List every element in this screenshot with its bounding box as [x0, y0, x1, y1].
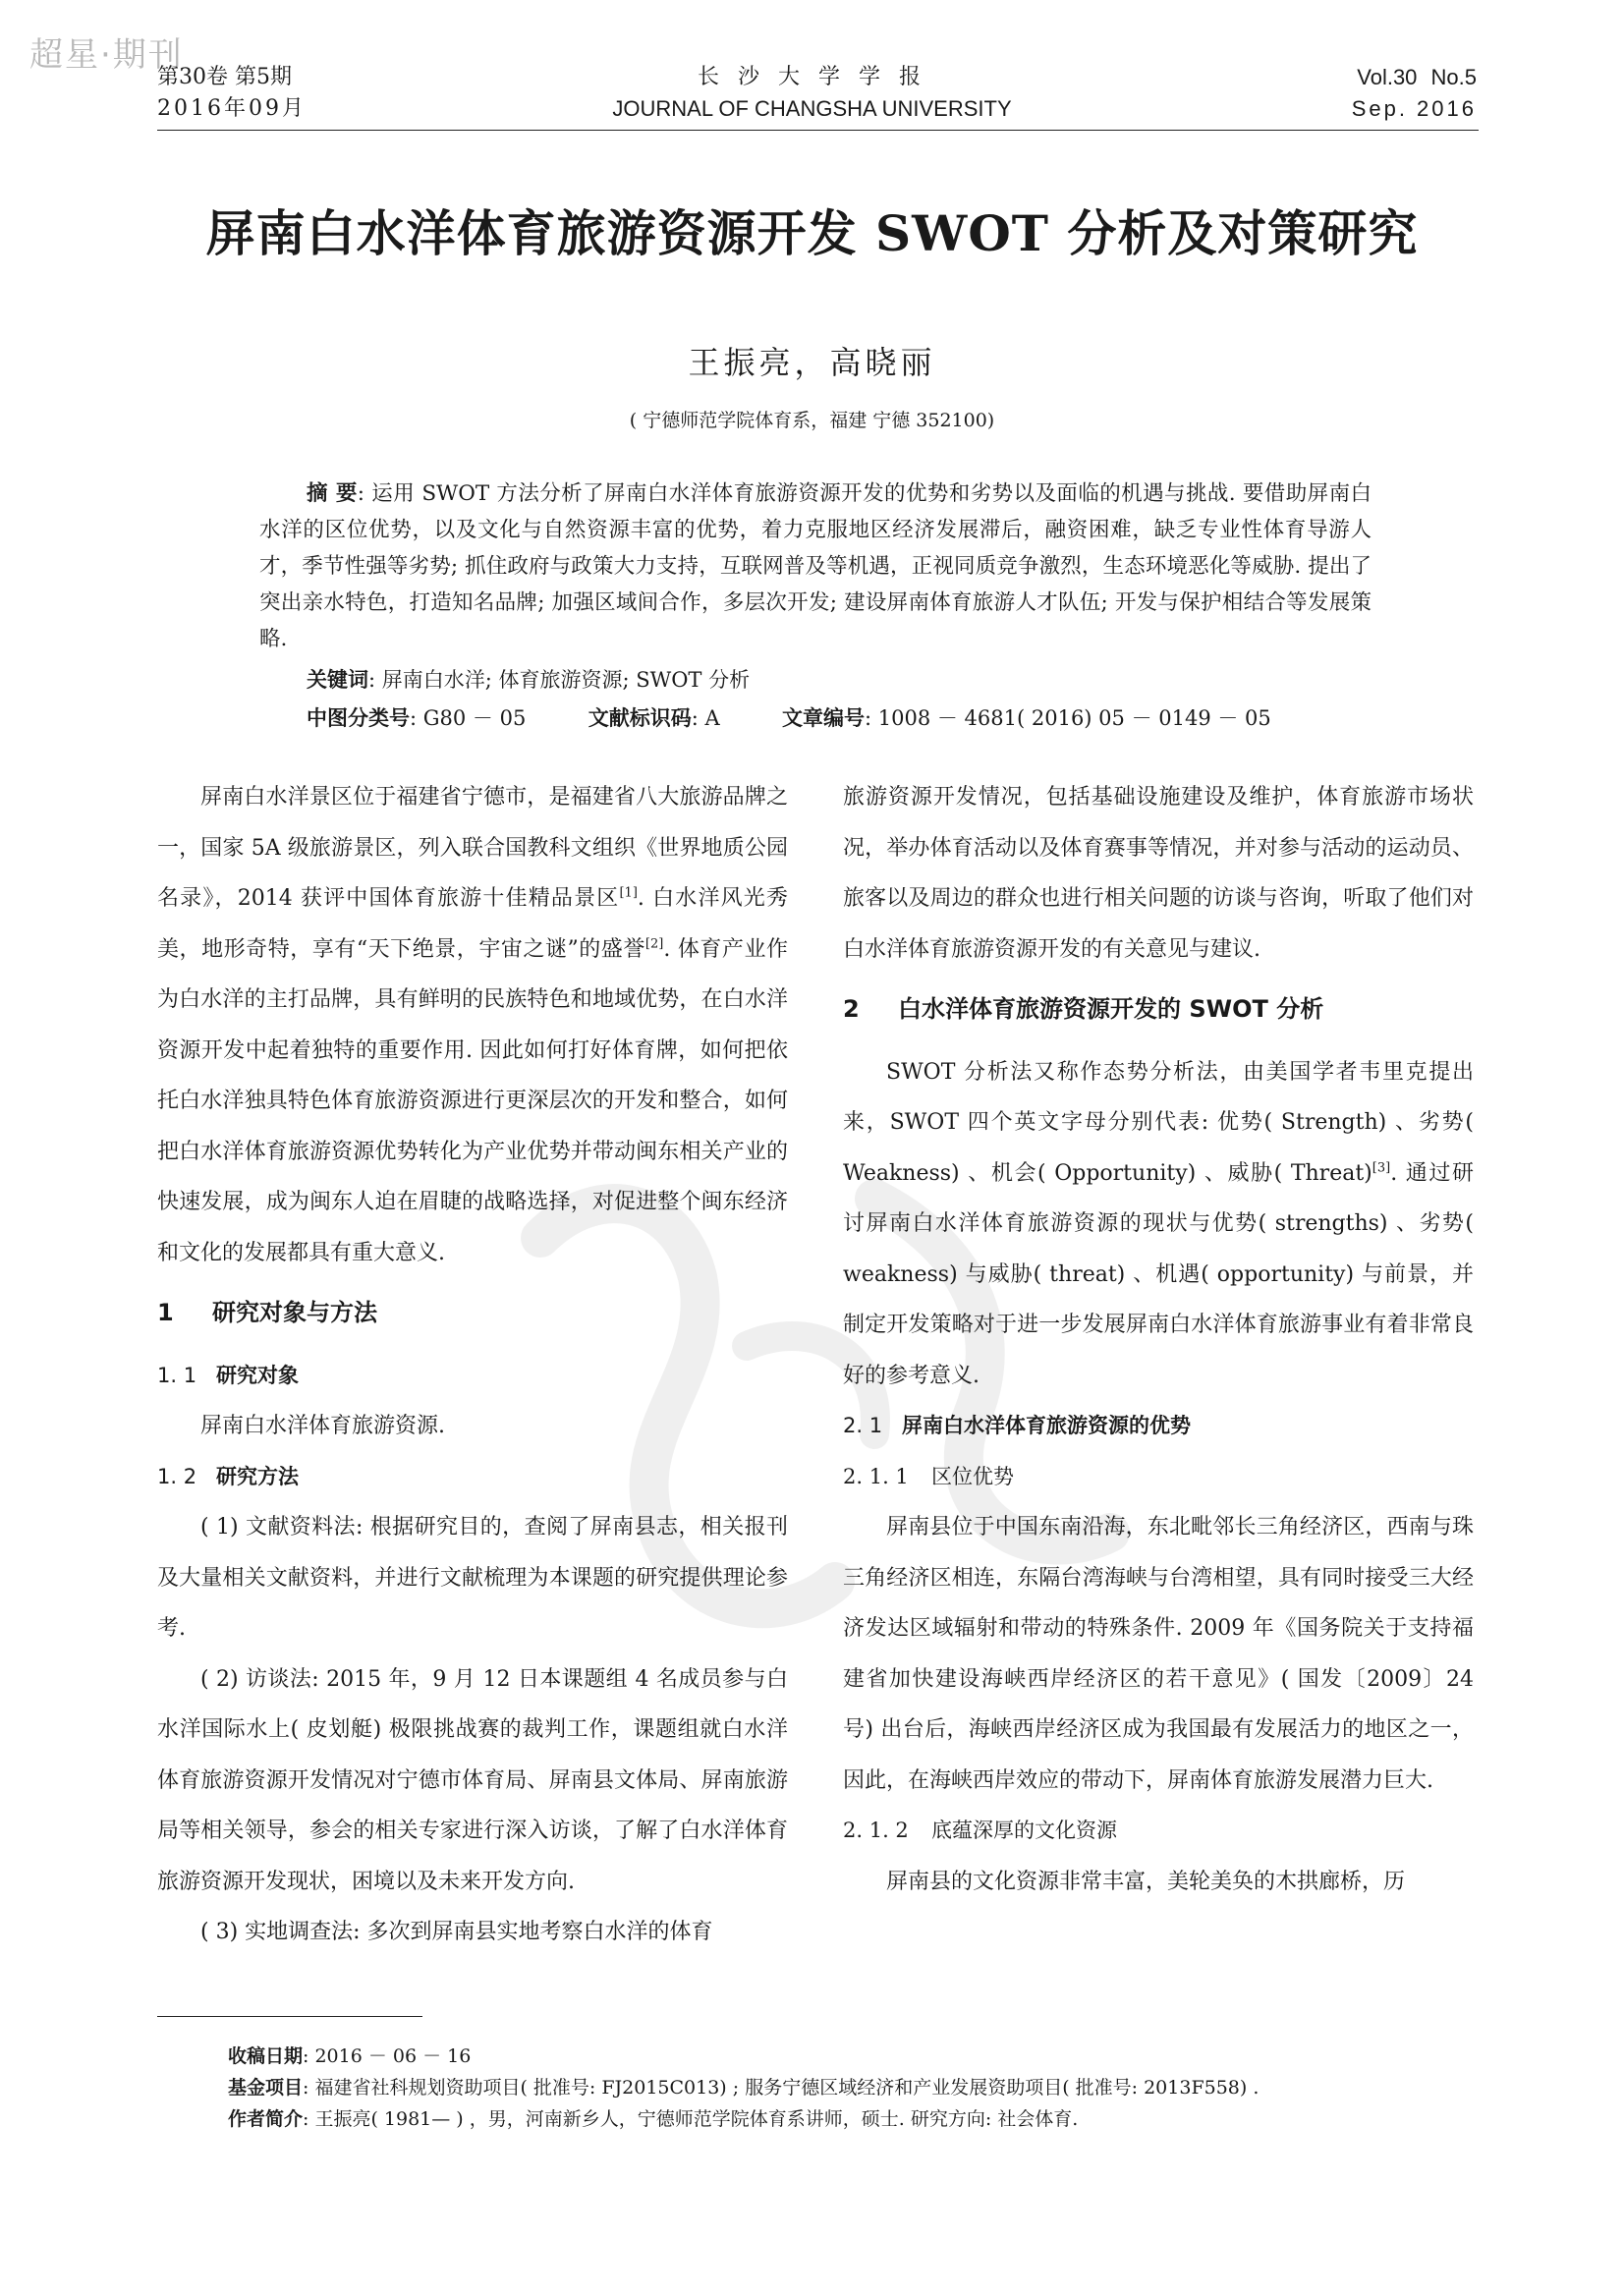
- received-value: : 2016 － 06 － 16: [303, 2045, 472, 2067]
- abstract-text: : 运用 SWOT 方法分析了屏南白水洋体育旅游资源开发的优势和劣势以及面临的机遇与挑战. 要借助屏南白水洋的区位优势，以及文化与自然资源丰富的优势，着力克服地区经济发展滞后，融资困难，缺乏专业性体育导游人才，季节性强等劣势; 抓住政府与政策大力支持，互联网普及等机遇，正视同质竞争激烈，生态环境恶化等威胁. 提出了突出亲水特色，打造知名品牌; 加强区域间合作，多层次开发; 建设屏南体育旅游人才队伍; 开发与保护相结合等发展策略.: [259, 481, 1372, 651]
- left-column: [157, 772, 788, 1958]
- doc-code-label: 文献标识码: [588, 706, 692, 730]
- clc-value: : G80 － 05: [410, 706, 527, 730]
- swot-paragraph: [843, 1047, 1474, 1402]
- author-bio-value: : 王振亮( 1981— ) ，男，河南新乡人，宁德师范学院体育系讲师，硕士. 研究方向: 社会体育.: [303, 2108, 1079, 2130]
- section-2-title: 白水洋体育旅游资源开发的 SWOT 分析: [898, 995, 1324, 1023]
- site-watermark-logo: 超星·期刊: [29, 35, 184, 75]
- intro-text-2: . 白水洋风光秀美，地形奇特，享有“天下绝景，宇宙之谜”的盛誉: [157, 886, 788, 962]
- fund-label: 基金项目: [228, 2077, 304, 2099]
- clc-label: 中图分类号: [307, 706, 410, 730]
- citation-2[interactable]: [2]: [644, 936, 664, 952]
- article-authors: 王振亮，高晓丽: [688, 344, 936, 381]
- cultural-resources-text: 屏南县的文化资源非常丰富，美轮美奂的木拱廊桥，历: [886, 1869, 1406, 1894]
- section-1-1-text: 屏南白水洋体育旅游资源.: [200, 1414, 445, 1438]
- article-title: 屏南白水洋体育旅游资源开发 SWOT 分析及对策研究: [205, 204, 1419, 262]
- section-2-heading: [843, 975, 1474, 1047]
- journal-name-cn: 长 沙 大 学 学 报: [698, 65, 926, 89]
- section-1-2-title: 研究方法: [216, 1464, 299, 1488]
- footnote-fund: [228, 2073, 1407, 2099]
- section-2-1-number: 2. 1: [843, 1414, 883, 1437]
- section-2-1-1-heading: [843, 1452, 1474, 1503]
- section-2-number: 2: [843, 995, 860, 1023]
- section-2-1-2-title: 底蕴深厚的文化资源: [931, 1819, 1117, 1842]
- method-interview: ( 2) 访谈法: 2015 年，9 月 12 日本课题组 4 名成员参与白水洋国际水上( 皮划艇) 极限挑战赛的裁判工作，课题组就白水洋体育旅游资源开发情况对宁德市体育局、屏南县文体局、屏南旅游局等相关领导，参会的相关专家进行深入访谈，了解了白水洋体育旅游资源开发现状，困境以及未来开发方向.: [157, 1666, 788, 1894]
- section-1-1-title: 研究对象: [216, 1363, 299, 1387]
- section-1-2-heading: [157, 1452, 788, 1503]
- intro-paragraph: [157, 772, 788, 1278]
- received-label: 收稿日期: [228, 2045, 304, 2067]
- section-1-number: 1: [157, 1299, 174, 1326]
- footnote-author: [228, 2104, 1407, 2131]
- section-2-1-1-number: 2. 1. 1: [843, 1464, 909, 1488]
- method-field-survey-cont: 旅游资源开发情况，包括基础设施建设及维护，体育旅游市场状况，举办体育活动以及体育赛事等情况，并对参与活动的运动员、旅客以及周边的群众也进行相关问题的访谈与咨询，听取了他们对白水洋体育旅游资源开发的有关意见与建议.: [843, 785, 1474, 962]
- citation-3[interactable]: [3]: [1372, 1160, 1391, 1176]
- method-field-survey: ( 3) 实地调查法: 多次到屏南县实地考察白水洋的体育: [200, 1920, 713, 1944]
- section-1-heading: [157, 1278, 788, 1351]
- issue-volume: 第30卷 第5期: [157, 65, 292, 89]
- abstract-label: 摘 要: [307, 481, 358, 506]
- journal-name-en: JOURNAL OF CHANGSHA UNIVERSITY: [612, 96, 1012, 121]
- section-1-title: 研究对象与方法: [212, 1299, 377, 1326]
- section-2-1-2-number: 2. 1. 2: [843, 1819, 909, 1842]
- intro-text-1: 屏南白水洋景区位于福建省宁德市，是福建省八大旅游品牌之一，国家 5A 级旅游景区，列入联合国教科文组织《世界地质公园名录》，2014 获评中国体育旅游十佳精品景区: [157, 785, 788, 911]
- keywords-label: 关键词: [307, 668, 368, 692]
- issue-volume-en: Vol.30 No.5: [1357, 65, 1477, 89]
- article-number-label: 文章编号: [782, 706, 865, 730]
- header-divider: [157, 130, 1479, 131]
- right-column: [843, 772, 1474, 1907]
- footnote-received: [228, 2042, 1407, 2068]
- classification-line: [307, 702, 1271, 732]
- author-affiliation: ( 宁德师范学院体育系，福建 宁德 352100): [629, 410, 995, 431]
- keywords: [307, 664, 750, 694]
- swot-text-1: SWOT 分析法又称作态势分析法，由美国学者韦里克提出来，SWOT 四个英文字母分别代表: 优势( Strength) 、劣势( Weakness) 、机会( Opportunity) 、威胁( Threat): [843, 1059, 1474, 1186]
- issue-date-en: Sep. 2016: [1351, 96, 1477, 121]
- intro-text-3: . 体育产业作为白水洋的主打品牌，具有鲜明的民族特色和地域优势，在白水洋资源开发中起着独特的重要作用. 因此如何打好体育牌，如何把依托白水洋独具特色体育旅游资源进行更深层次的开发和整合，如何把白水洋体育旅游资源优势转化为产业优势并带动闽东相关产业的快速发展，成为闽东人迫在眉睫的战略选择，对促进整个闽东经济和文化的发展都具有重大意义.: [157, 936, 788, 1265]
- section-2-1-2-heading: [843, 1806, 1474, 1857]
- citation-1[interactable]: [1]: [619, 885, 638, 901]
- swot-text-2: . 通过研讨屏南白水洋体育旅游资源的现状与优势( strengths) 、劣势( weakness) 与威胁( threat) 、机遇( opportunity) 与前景，并制定开发策略对于进一步发展屏南白水洋体育旅游事业有着非常良好的参考意义.: [843, 1160, 1474, 1388]
- section-1-2-number: 1. 2: [157, 1464, 197, 1488]
- keywords-text: : 屏南白水洋; 体育旅游资源; SWOT 分析: [368, 668, 751, 692]
- section-2-1-heading: [843, 1401, 1474, 1452]
- footnote-divider: [157, 2016, 422, 2017]
- author-bio-label: 作者简介: [228, 2108, 304, 2130]
- article-number-value: : 1008 － 4681( 2016) 05 － 0149 － 05: [865, 706, 1271, 730]
- method-literature: ( 1) 文献资料法: 根据研究目的，查阅了屏南县志，相关报刊及大量相关文献资料，并进行文献梳理为本课题的研究提供理论参考.: [157, 1515, 788, 1641]
- doc-code-value: : A: [691, 706, 720, 730]
- abstract: [259, 476, 1372, 657]
- fund-value: : 福建省社科规划资助项目( 批准号: FJ2015C013) ; 服务宁德区域经济和产业发展资助项目( 批准号: 2013F558) .: [303, 2077, 1260, 2099]
- section-1-1-heading: [157, 1351, 788, 1402]
- issue-date: 2016年09月: [157, 96, 307, 121]
- section-1-1-number: 1. 1: [157, 1363, 197, 1387]
- location-advantage-text: 屏南县位于中国东南沿海，东北毗邻长三角经济区，西南与珠三角经济区相连，东隔台湾海峡与台湾相望，具有同时接受三大经济发达区域辐射和带动的特殊条件. 2009 年《国务院关于支持福建省加快建设海峡西岸经济区的若干意见》( 国发〔2009〕24 号) 出台后，海峡西岸经济区成为我国最有发展活力的地区之一，因此，在海峡西岸效应的带动下，屏南体育旅游发展潜力巨大.: [843, 1515, 1474, 1793]
- section-2-1-1-title: 区位优势: [931, 1464, 1014, 1488]
- section-2-1-title: 屏南白水洋体育旅游资源的优势: [902, 1414, 1191, 1437]
